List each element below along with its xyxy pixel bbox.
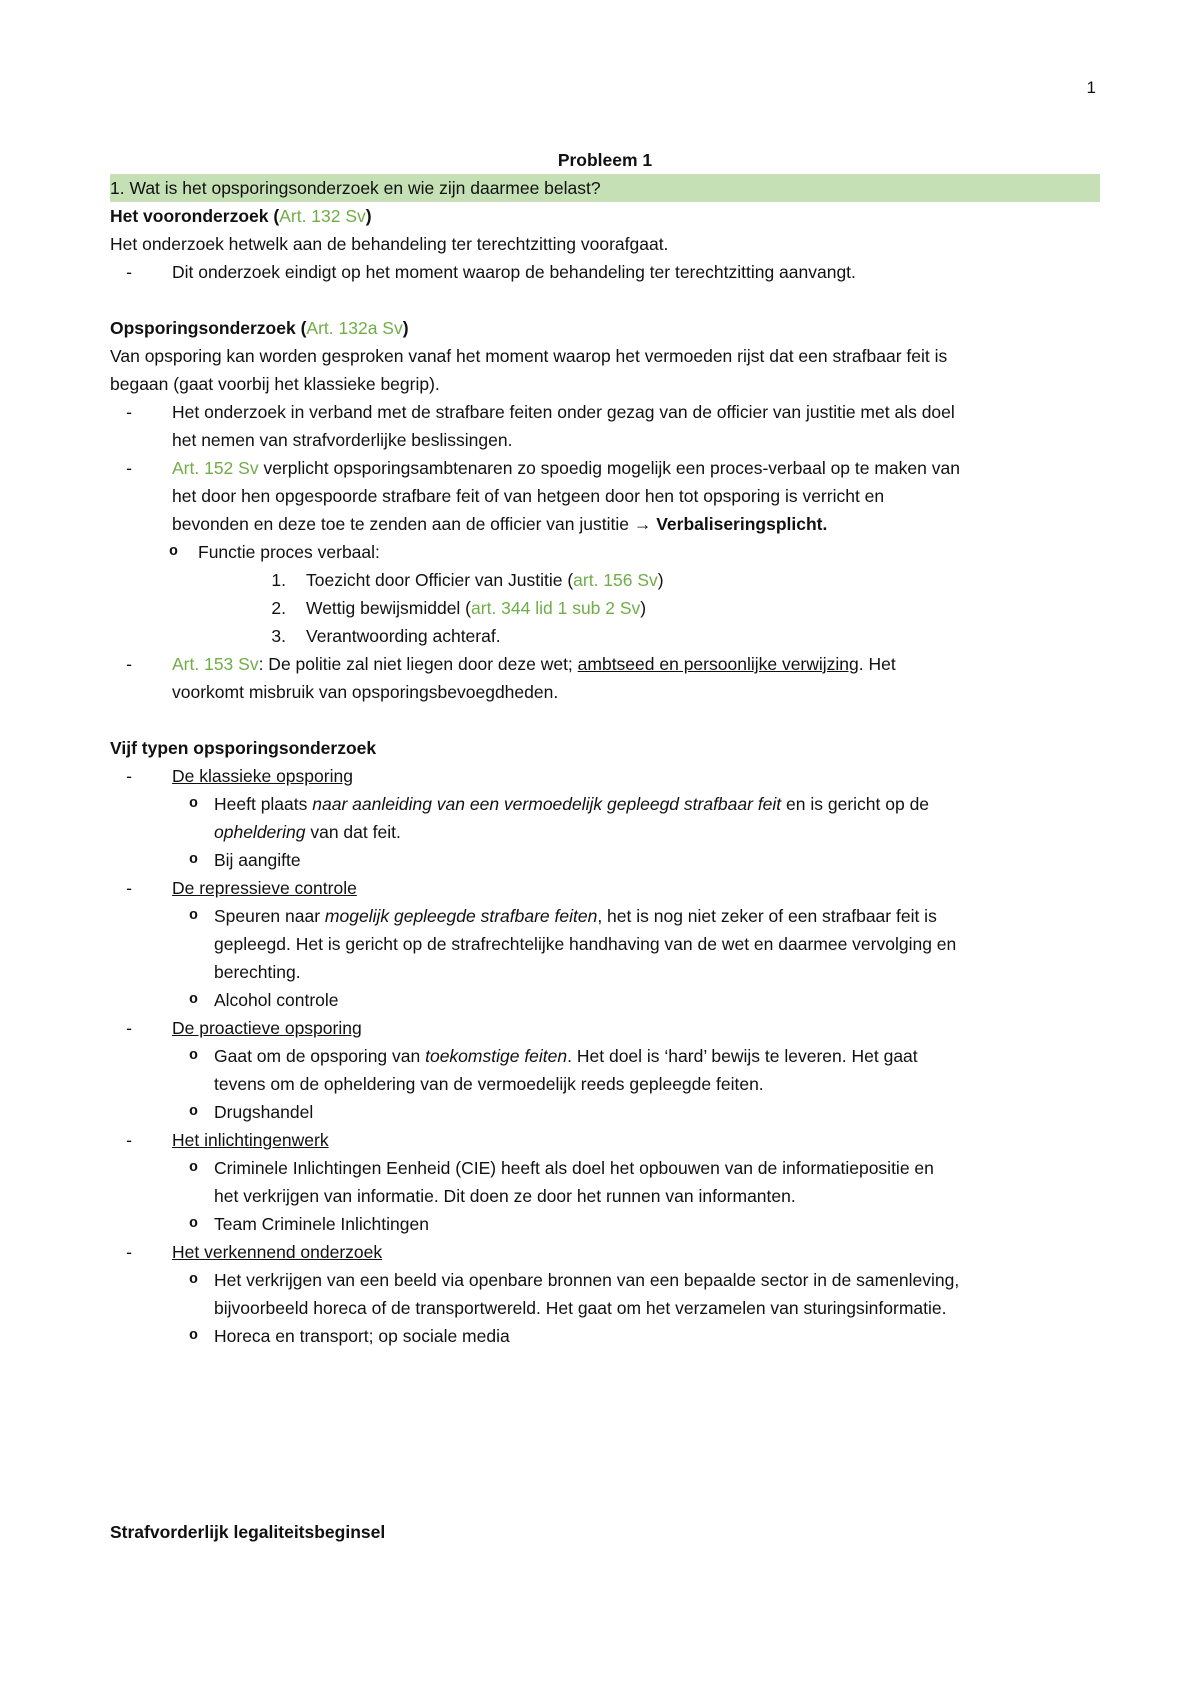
bullet-item: - Dit onderzoek eindigt op het moment waarop de behandeling ter terechtzitting aanvangt. (126, 262, 856, 282)
question-heading: 1. Wat is het opsporingsonderzoek en wie zijn daarmee belast? (110, 174, 1100, 202)
article-reference: Art. 153 Sv (172, 654, 259, 674)
sub-bullet-item: o Drugshandel (188, 1102, 314, 1122)
document-body: Probleem 1 1. Wat is het opsporingsonderzoek en wie zijn daarmee belast? Het vooronderzoek (Art. 132 Sv) Het onderzoek hetwelk aan de behandeling ter terechtzitting voorafgaat. - Dit onderzoek eindigt op het moment waarop de behandeling ter terechtzitting aanvangt. Opsporingsonderzoek (Art. 132a Sv) Van opsporing kan worden gesproken vanaf het moment waarop het vermoeden rijst dat een strafbaar feit is begaan (gaat voorbij het klassieke begrip). - Het onderzoek in verband met de strafbare feiten onder gezag van de officier van justitie met als doel het nemen van strafvorderlijke beslissingen. - Art. 152 Sv verplicht opsporingsambtenaren zo spoedig mogelijk een proces-verbaal op te maken van het door hen opgespoorde strafbare feit of van hetgeen door hen tot opsporing is verricht en bevonden en deze toe te zenden aan de officier van justitie → Verbaliseringsplicht. o Functie proces verbaal: 1. Toezicht door Officier van Justitie (art. 156 Sv) 2. Wettig bewijsmiddel (art. 344 lid 1 sub 2 Sv) 3. Verantwoording achteraf. - Art. 153 Sv: De politie zal niet liegen door deze wet; ambtseed en persoonlijke verwijzing. Het voorkomt misbruik van opsporingsbevoegdheden. Vijf typen opsporingsonderzoek - De klassieke opsporing o Heeft plaats naar aanleiding van een vermoedelijk gepleegd strafbaar feit en is gericht op de opheldering van dat feit. o Bij aangifte - De repressieve controle o Speuren naar mogelijk gepleegde strafbare feiten, het is nog niet zeker of een strafbaar feit is gepleegd. Het is gericht op de strafrechtelijke handhaving van de wet en daarmee vervolging en berechting. o Alcohol controle - De proactieve opsporing o Gaat om de opsporing van toekomstige feiten. Het doel is ‘hard’ bewijs te leveren. Het gaat tevens om de opheldering van de vermoedelijk reeds gepleegde feiten. o Drugshandel - Het inlichtingenwerk o Criminele Inlichtingen Eenheid (CIE) heeft als doel het opbouwen van de informatiepositie en het verkrijgen van informatie. Dit doen ze door het runnen van informanten. o Team Criminele Inlichtingen - Het verkennend onderzoek o Het verkrijgen van een beeld via openbare bronnen van een bepaalde sector in de samenleving, bijvoorbeeld horeca of de transportwereld. Het gaat om het verzamelen van sturingsinformatie. o Horeca en transport; op sociale media Strafvorderlijk legaliteitsbeginsel (110, 146, 1100, 1546)
page-number: 1 (1086, 78, 1096, 97)
numbered-item: 3. Verantwoording achteraf. (271, 626, 501, 646)
bullet-item: - Het onderzoek in verband met de strafbare feiten onder gezag van de officier van justitie met als doel (126, 402, 955, 422)
sub-bullet-item: o Functie proces verbaal: (168, 542, 380, 562)
sub-bullet-item: o Speuren naar mogelijk gepleegde strafbare feiten, het is nog niet zeker of een strafbaar feit is (188, 906, 937, 926)
numbered-item: 1. Toezicht door Officier van Justitie (art. 156 Sv) (271, 570, 664, 590)
bullet-item: - De proactieve opsporing (126, 1018, 362, 1038)
section-heading-legaliteitsbeginsel: Strafvorderlijk legaliteitsbeginsel (110, 1522, 386, 1542)
section-heading-opsporingsonderzoek: Opsporingsonderzoek (Art. 132a Sv) (110, 318, 409, 338)
sub-bullet-item: o Team Criminele Inlichtingen (188, 1214, 429, 1234)
bullet-item: - De klassieke opsporing (126, 766, 353, 786)
section-heading-vijf-typen: Vijf typen opsporingsonderzoek (110, 738, 377, 758)
bullet-item: - Art. 152 Sv verplicht opsporingsambtenaren zo spoedig mogelijk een proces-verbaal op te maken van (126, 458, 960, 478)
article-reference: Art. 132 Sv (279, 206, 366, 226)
paragraph: Het onderzoek hetwelk aan de behandeling ter terechtzitting voorafgaat. (110, 234, 669, 254)
bullet-item: - Het verkennend onderzoek (126, 1242, 383, 1262)
numbered-item: 2. Wettig bewijsmiddel (art. 344 lid 1 sub 2 Sv) (271, 598, 647, 618)
article-reference: art. 344 lid 1 sub 2 Sv (471, 598, 641, 618)
document-title: Probleem 1 (557, 150, 653, 170)
section-heading-vooronderzoek: Het vooronderzoek (Art. 132 Sv) (110, 206, 372, 226)
paragraph-line: Van opsporing kan worden gesproken vanaf het moment waarop het vermoeden rijst dat een strafbaar feit is (110, 346, 948, 366)
article-reference: art. 156 Sv (573, 570, 658, 590)
arrow-right-icon: → (633, 514, 652, 534)
sub-bullet-item: o Bij aangifte (188, 850, 301, 870)
paragraph-line: begaan (gaat voorbij het klassieke begrip). (110, 374, 440, 394)
bullet-item: - De repressieve controle (126, 878, 357, 898)
bullet-item: - Art. 153 Sv: De politie zal niet liegen door deze wet; ambtseed en persoonlijke verwijzing. Het (126, 654, 896, 674)
article-reference: Art. 152 Sv (172, 458, 259, 478)
sub-bullet-item: o Heeft plaats naar aanleiding van een vermoedelijk gepleegd strafbaar feit en is gericht op de (188, 794, 930, 814)
sub-bullet-item: o Het verkrijgen van een beeld via openbare bronnen van een bepaalde sector in de samenleving, (188, 1270, 960, 1290)
article-reference: Art. 132a Sv (306, 318, 403, 338)
sub-bullet-item: o Criminele Inlichtingen Eenheid (CIE) heeft als doel het opbouwen van de informatiepositie en (188, 1158, 934, 1178)
sub-bullet-item: o Alcohol controle (188, 990, 339, 1010)
sub-bullet-item: o Horeca en transport; op sociale media (188, 1326, 510, 1346)
bullet-item: - Het inlichtingenwerk (126, 1130, 329, 1150)
sub-bullet-item: o Gaat om de opsporing van toekomstige feiten. Het doel is ‘hard’ bewijs te leveren. Het gaat (188, 1046, 918, 1066)
